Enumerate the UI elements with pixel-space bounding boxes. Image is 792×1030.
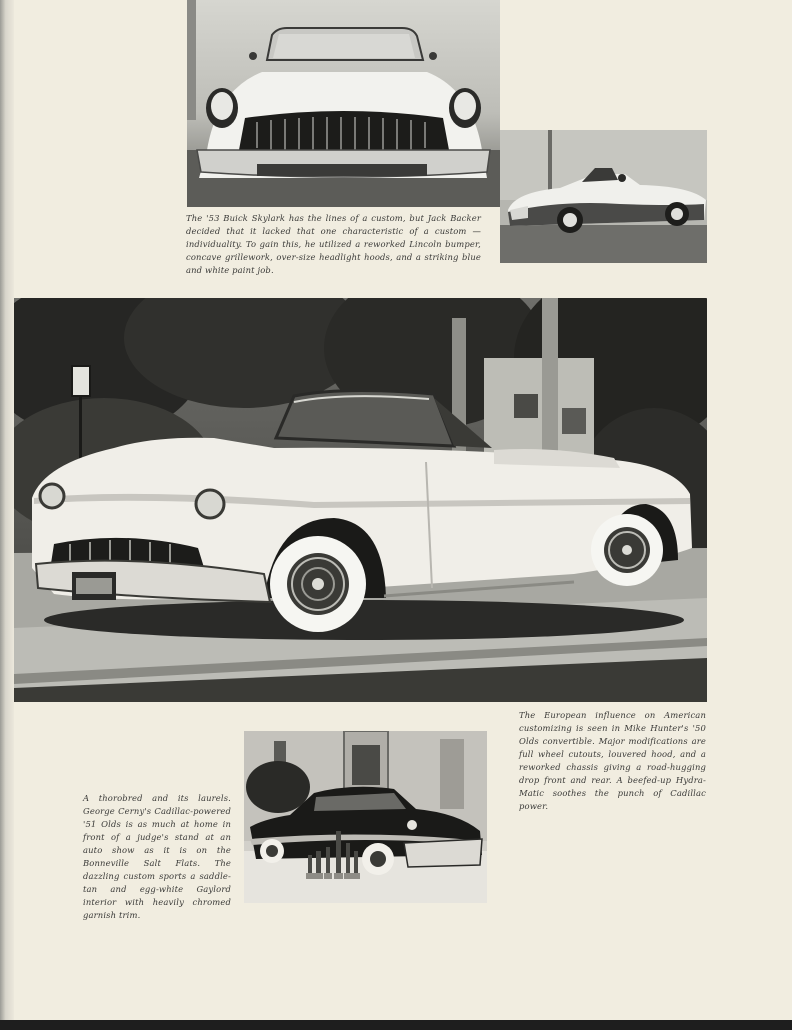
previous-page-edge [0,0,14,1020]
photo-skylark-side [500,130,707,263]
photo-olds-convertible [14,298,707,702]
scan-bottom-edge [0,1020,792,1030]
caption-skylark: The '53 Buick Skylark has the lines of a custom, but Jack Backer decided that it lacked that one characteristic of a custom — individuality. To gain this, he utilized a reworked Lincoln bumper, concave grillework, over-size headlight hoods, and a striking blue and white paint job. [186,213,481,275]
photo-skylark-front [187,0,500,207]
photo-olds-trophies [244,731,487,903]
caption-olds-51: A thorobred and its laurels. George Cerny's Cadillac-powered '51 Olds is as much at home in front of a judge's stand at an auto show as it is on the Bonneville Salt Flats. The dazzling custom sports a saddle-tan and egg-white Gaylord interior with heavily chromed garnish trim. [83,793,231,920]
caption-olds-50: The European influence on American customizing is seen in Mike Hunter's '50 Olds convertible. Major modifications are full wheel cutouts, louvered hood, and a reworked chassis giving a road-hugging drop front and rear. A beefed-up Hydra-Matic soothes the punch of Cadillac power. [519,710,706,811]
